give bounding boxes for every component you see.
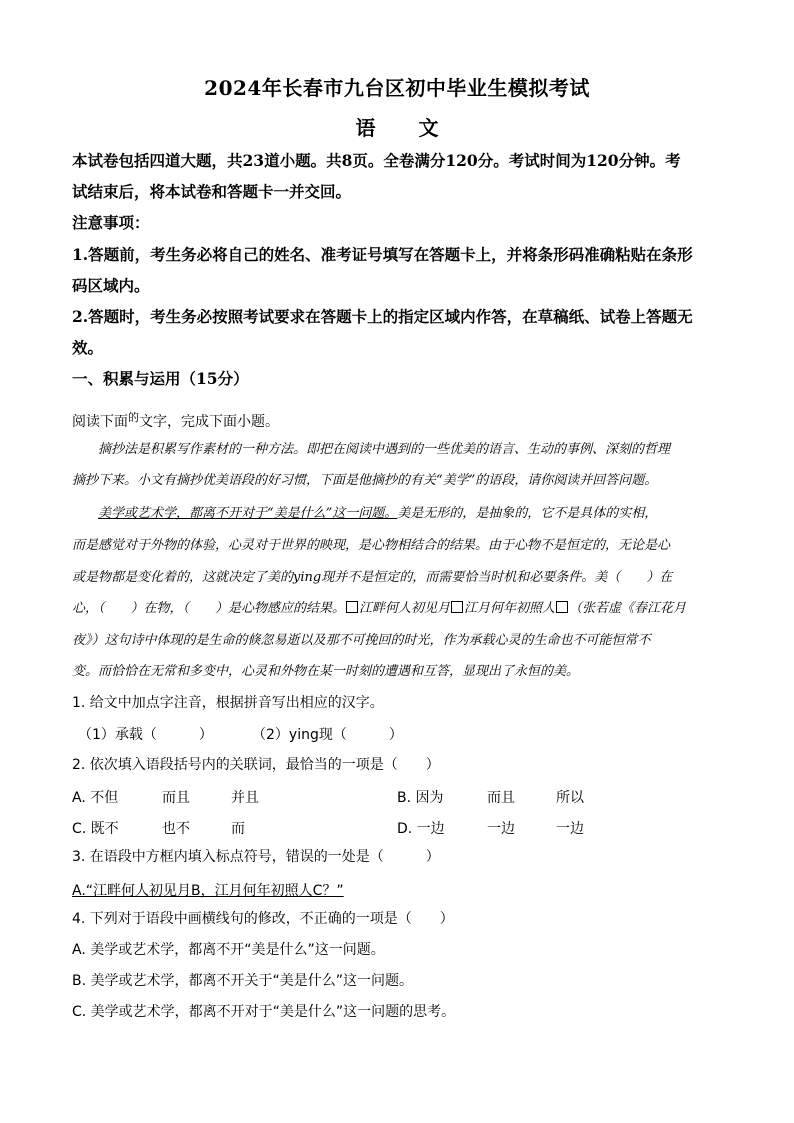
note-1-line-1: 1.答题前，考生务必将自己的姓名、准考证号填写在答题卡上，并将条形码准确粘贴在条形 [72,245,693,264]
q2-option-b-2: 而且 [487,790,515,806]
intro-line-1: 本试卷包括四道大题，共23道小题。共8页。全卷满分120分。考试时间为120分钟。考 [72,151,681,170]
section-1-heading: 一、积累与运用（15分） [72,369,249,388]
instruction-part-b: 文字，完成下面小题。 [139,414,279,430]
exam-title: 2024年长春市九台区初中毕业生模拟考试 [204,76,590,100]
question-2: 2. 依次填入语段括号内的关联词，最恰当的一项是（ ） [72,757,440,773]
question-1-part-1: （1）承载（ ） [78,727,213,743]
question-1: 1. 给文中加点字注音，根据拼音写出相应的汉字。 [72,695,384,711]
subject-char-1: 语 [355,116,376,140]
poem-line-1: 江畔何人初见月 [359,601,451,616]
subject-heading [0,112,794,141]
intro-line-2: 试结束后，将本试卷和答题卡一并交回。 [72,182,352,201]
note-1-line-2: 码区域内。 [72,276,150,295]
q2-option-a-2: 而且 [162,790,190,806]
passage-p2-line-6: 变。而恰恰在无常和多变中，心灵和外物在某一时刻的遭遇和互答，显现出了永恒的美。 [72,664,580,679]
question-3-options: A.“江畔何人初见月B，江月何年初照人C？” [72,883,344,899]
punctuation-box-a [346,601,358,613]
note-2-line-2: 效。 [72,338,104,357]
q2-option-d-2: 一边 [487,821,515,837]
q2-option-d-1: D. 一边 [397,821,445,837]
punctuation-box-b [451,601,463,613]
q4-option-b: B. 美学或艺术学，都离不开关于“美是什么”这一问题。 [72,973,414,989]
instruction-part-a: 阅读下面 [72,414,128,430]
passage-p1-line-1: 摘抄法是积累写作素材的一种方法。即把在阅读中遇到的一些优美的语言、生动的事例、深刻的哲理 [98,442,671,457]
q4-option-a: A. 美学或艺术学，都离不开“美是什么”这一问题。 [72,942,385,958]
q2-option-d-3: 一边 [556,821,584,837]
q2-option-c-3: 而 [231,821,245,837]
q2-option-b-3: 所以 [556,790,584,806]
passage-p2-line-1-rest: 美是无形的，是抽象的，它不是具体的实相， [397,506,658,521]
punctuation-box-c [556,601,568,613]
question-3: 3. 在语段中方框内填入标点符号，错误的一处是（ ） [72,849,440,865]
passage-p2-line-4-d: （张若虚《春江花月 [569,601,687,616]
question-1-part-2: （2）ying现（ ） [252,727,403,743]
passage-p2-line-4-a: 心，（ ）在物，（ ）是心物感应的结果。 [72,601,346,616]
passage-p2-line-1 [72,498,722,530]
q2-option-b-1: B. 因为 [397,790,444,806]
instruction-sup: 的 [128,411,139,424]
passage-p2-line-4 [72,593,722,625]
q2-option-c-1: C. 既不 [72,821,119,837]
underlined-sentence: 美学或艺术学，都离不开对于“美是什么”这一问题。 [98,506,398,521]
section-instruction [72,403,722,437]
passage-p2-line-3: 或是物都是变化着的，这就决定了美的ying现并不是恒定的，而需要恰当时机和必要条件。美（ ）在 [72,570,673,585]
q4-option-c: C. 美学或艺术学，都离不开对于“美是什么”这一问题的思考。 [72,1004,456,1020]
question-4: 4. 下列对于语段中画横线句的修改，不正确的一项是（ ） [72,911,454,927]
notice-title: 注意事项： [72,213,150,232]
q2-option-c-2: 也不 [162,821,190,837]
poem-line-2: 江月何年初照人 [464,601,556,616]
q2-option-a-1: A. 不但 [72,790,119,806]
subject-char-2: 文 [418,116,439,140]
passage-p2-line-2: 而是感觉对于外物的体验，心灵对于世界的映现，是心物相结合的结果。由于心物不是恒定的，无论是心 [72,538,671,553]
passage-p2-line-5: 夜》）这句诗中体现的是生命的倏忽易逝以及那不可挽回的时光，作为承载心灵的生命也不可能恒常不 [72,633,651,648]
note-2-line-1: 2.答题时，考生务必按照考试要求在答题卡上的指定区域内作答，在草稿纸、试卷上答题无 [72,307,693,326]
passage-p1-line-2: 摘抄下来。小文有摘抄优美语段的好习惯，下面是他摘抄的有关“美学”的语段，请你阅读并回答问题。 [72,473,658,488]
q2-option-a-3: 并且 [231,790,259,806]
